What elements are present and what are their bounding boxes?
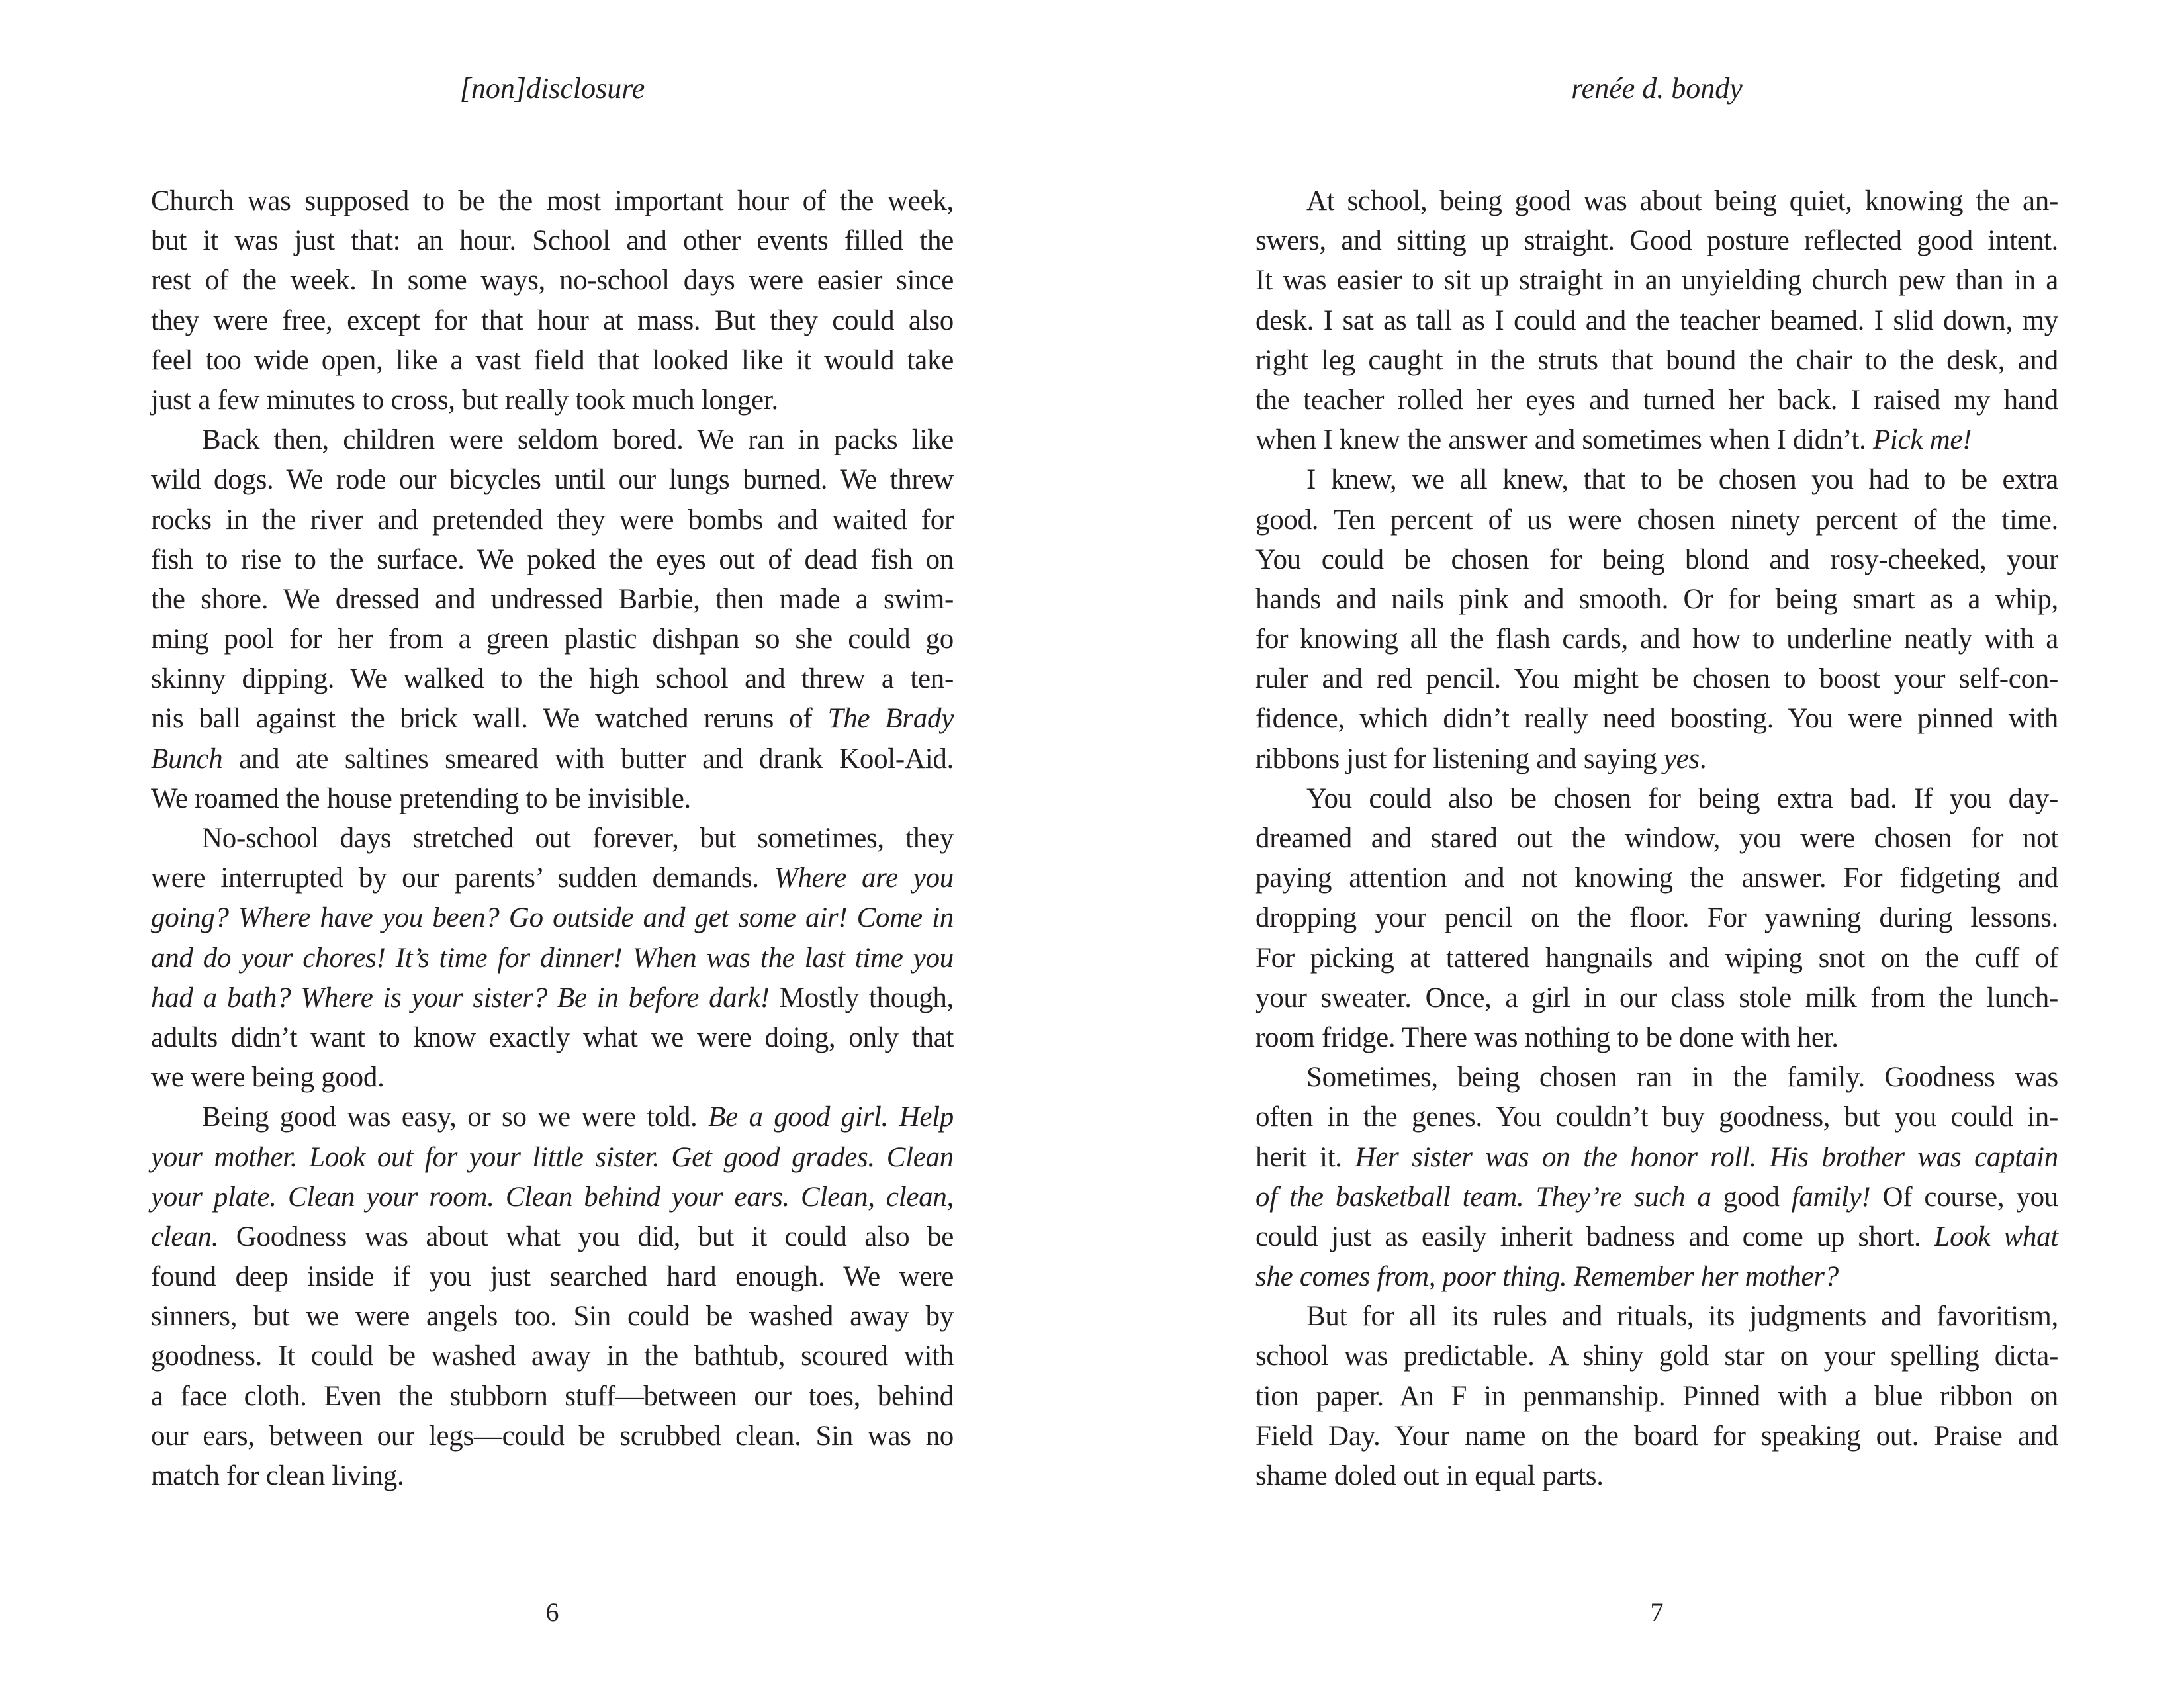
paragraph [1255, 779, 2058, 1058]
text-line [1255, 221, 2058, 261]
text-line [151, 1018, 954, 1058]
text-run: we were being good. [151, 1062, 385, 1094]
text-run: sinners, but we were angels too. Sin could be washed away by [151, 1301, 954, 1333]
text-run: desk. I sat as tall as I could and the teacher beamed. I slid down, my [1255, 305, 2058, 336]
text-run: . [1699, 743, 1707, 774]
text-run: Being good was easy, or so we were told. [202, 1102, 709, 1133]
text-run: fidence, which didn’t really need boosting. You were pinned with [1255, 703, 2058, 735]
text-line [151, 1098, 954, 1137]
text-line [1255, 1098, 2058, 1137]
text-line [151, 1297, 954, 1336]
text-run: rocks in the river and pretended they were bombs and waited for [151, 504, 954, 536]
text-line [151, 381, 954, 420]
text-run: At school, being good was about being quiet, knowing the an- [1306, 185, 2058, 216]
text-line [1255, 460, 2058, 500]
text-run: just a few minutes to cross, but really took much longer. [151, 384, 778, 416]
text-line [151, 939, 954, 978]
text-line [151, 1417, 954, 1456]
text-run: goodness. It could be washed away in the bathtub, scoured with [151, 1340, 954, 1372]
text-line [151, 1377, 954, 1417]
text-run: Field Day. Your name on the board for speaking out. Praise and [1255, 1420, 2058, 1452]
text-line [151, 181, 954, 221]
italic-text-run: Be a good girl. Help [708, 1102, 954, 1133]
text-line [151, 1058, 954, 1098]
text-line [1255, 580, 2058, 620]
italic-text-run: your mother. Look out for your little sister. Get good grades. Clean [151, 1141, 954, 1173]
text-line [1255, 1058, 2058, 1098]
text-line [151, 540, 954, 580]
text-line [1255, 620, 2058, 659]
text-line [151, 739, 954, 779]
text-line [1255, 898, 2058, 938]
text-line [1255, 1178, 2058, 1217]
text-line [1255, 1297, 2058, 1336]
text-line [151, 978, 954, 1018]
text-line [1255, 779, 2058, 819]
text-line [151, 699, 954, 739]
text-run: match for clean living. [151, 1460, 404, 1491]
text-line [1255, 739, 2058, 779]
page-number: 7 [1650, 1597, 1664, 1627]
text-run: For picking at tattered hangnails and wiping snot on the cuff of [1255, 942, 2058, 974]
paragraph [151, 181, 954, 420]
text-run: We roamed the house pretending to be invisible. [151, 782, 691, 814]
text-line [151, 500, 954, 540]
text-run: dreamed and stared out the window, you were chosen for not [1255, 823, 2058, 854]
paragraph [1255, 1297, 2058, 1496]
text-line [1255, 1257, 2058, 1297]
text-run: were interrupted by our parents’ sudden demands. [151, 863, 774, 894]
text-run: No-school days stretched out forever, but sometimes, they [202, 823, 954, 854]
paragraph [151, 420, 954, 819]
text-run: school was predictable. A shiny gold star on your spelling dicta- [1255, 1340, 2058, 1372]
text-run: wild dogs. We rode our bicycles until our lungs burned. We threw [151, 464, 954, 496]
text-run: the teacher rolled her eyes and turned her back. I raised my hand [1255, 384, 2058, 416]
text-line [151, 341, 954, 381]
text-run: good [1711, 1181, 1792, 1213]
text-line [1255, 1138, 2058, 1178]
text-run: the shore. We dressed and undressed Barbie, then made a swim- [151, 583, 954, 615]
text-run: but it was just that: an hour. School and other events filled the [151, 225, 954, 257]
text-line [151, 221, 954, 261]
text-run: herit it. [1255, 1141, 1355, 1173]
text-run: could just as easily inherit badness and come up short. [1255, 1221, 1934, 1252]
text-run: and ate saltines smeared with butter and drank Kool-Aid. [222, 743, 954, 774]
text-line [151, 580, 954, 620]
paragraph [1255, 460, 2058, 779]
text-run: room fridge. There was nothing to be done with her. [1255, 1021, 1839, 1053]
text-line [1255, 1018, 2058, 1058]
text-run: I knew, we all knew, that to be chosen you had to be extra [1306, 464, 2058, 496]
text-line [1255, 1217, 2058, 1257]
text-run: paying attention and not knowing the answer. For fidgeting and [1255, 863, 2058, 894]
paragraph [151, 1098, 954, 1496]
text-line [1255, 1456, 2058, 1496]
text-line [1255, 699, 2058, 739]
text-line [1255, 1336, 2058, 1376]
text-line [151, 301, 954, 341]
text-run: a face cloth. Even the stubborn stuff—between our toes, behind [151, 1380, 954, 1412]
text-line [151, 779, 954, 819]
italic-text-run: of the basketball team. They’re such a [1255, 1181, 1711, 1213]
text-run: Mostly though, [769, 982, 954, 1013]
text-run: Of course, you [1870, 1181, 2058, 1213]
text-run: rest of the week. In some ways, no-school days were easier since [151, 265, 954, 297]
paragraph [151, 819, 954, 1098]
text-run: Sometimes, being chosen ran in the family. Goodness was [1306, 1062, 2058, 1094]
text-line [151, 460, 954, 500]
text-line [151, 819, 954, 859]
text-line [1255, 939, 2058, 978]
text-run: tion paper. An F in penmanship. Pinned with a blue ribbon on [1255, 1380, 2058, 1412]
text-run: adults didn’t want to know exactly what we were doing, only that [151, 1021, 954, 1053]
text-line [1255, 859, 2058, 898]
text-run: Back then, children were seldom bored. We ran in packs like [202, 424, 954, 456]
text-line [1255, 181, 2058, 221]
text-run: your sweater. Once, a girl in our class stole milk from the lunch- [1255, 982, 2058, 1013]
text-run: Goodness was about what you did, but it could also be [218, 1221, 954, 1252]
text-run: for knowing all the flash cards, and how to underline neatly with a [1255, 624, 2058, 655]
text-line [1255, 819, 2058, 859]
italic-text-run: had a bath? Where is your sister? Be in before dark! [151, 982, 770, 1013]
italic-text-run: Look what [1934, 1221, 2058, 1252]
text-line [151, 1178, 954, 1217]
text-line [1255, 261, 2058, 301]
text-line [151, 859, 954, 898]
text-line [1255, 301, 2058, 341]
text-run: skinny dipping. We walked to the high school and threw a ten- [151, 663, 954, 695]
running-head-book-title: [non]disclosure [459, 72, 645, 105]
italic-text-run: Pick me! [1872, 424, 1972, 456]
paragraph [1255, 1058, 2058, 1297]
body-text [151, 181, 954, 1496]
text-run: dropping your pencil on the floor. For yawning during lessons. [1255, 902, 2058, 934]
page-number: 6 [545, 1597, 559, 1627]
text-run: You could be chosen for being blond and rosy-cheeked, your [1255, 543, 2058, 575]
italic-text-run: Bunch [151, 743, 223, 774]
text-line [1255, 1377, 2058, 1417]
text-line [1255, 500, 2058, 540]
text-line [151, 659, 954, 699]
text-run: swers, and sitting up straight. Good posture reflected good intent. [1255, 225, 2058, 257]
italic-text-run: Her sister was on the honor roll. His brother was captain [1355, 1141, 2058, 1173]
italic-text-run: family! [1791, 1181, 1871, 1213]
text-line [1255, 978, 2058, 1018]
right-page [1092, 0, 2184, 1688]
text-run: Church was supposed to be the most important hour of the week, [151, 185, 954, 216]
text-run: But for all its rules and rituals, its judgments and favoritism, [1306, 1301, 2058, 1333]
text-run: shame doled out in equal parts. [1255, 1460, 1604, 1491]
text-line [1255, 540, 2058, 580]
text-line [151, 1217, 954, 1257]
text-run: feel too wide open, like a vast field that looked like it would take [151, 344, 954, 376]
text-line [151, 420, 954, 460]
text-line [1255, 659, 2058, 699]
text-run: our ears, between our legs—could be scrubbed clean. Sin was no [151, 1420, 954, 1452]
italic-text-run: your plate. Clean your room. Clean behind your ears. Clean, clean, [151, 1181, 954, 1213]
text-run: right leg caught in the struts that bound the chair to the desk, and [1255, 344, 2058, 376]
text-line [151, 898, 954, 938]
text-run: It was easier to sit up straight in an unyielding church pew than in a [1255, 265, 2058, 297]
text-line [1255, 381, 2058, 420]
text-run: fish to rise to the surface. We poked the eyes out of dead fish on [151, 543, 954, 575]
paragraph [1255, 181, 2058, 460]
italic-text-run: The Brady [827, 703, 954, 735]
text-run: when I knew the answer and sometimes when I didn’t. [1255, 424, 1873, 456]
italic-text-run: and do your chores! It’s time for dinner! When was the last time you [151, 942, 954, 974]
text-run: they were free, except for that hour at mass. But they could also [151, 305, 954, 336]
running-head-author: renée d. bondy [1571, 72, 1743, 105]
body-text [1255, 181, 2058, 1496]
italic-text-run: clean. [151, 1221, 219, 1252]
italic-text-run: she comes from, poor thing. Remember her mother? [1255, 1261, 1839, 1293]
text-run: hands and nails pink and smooth. Or for being smart as a whip, [1255, 583, 2058, 615]
text-run: ruler and red pencil. You might be chosen to boost your self-con- [1255, 663, 2058, 695]
text-run: good. Ten percent of us were chosen ninety percent of the time. [1255, 504, 2058, 536]
text-line [1255, 1417, 2058, 1456]
italic-text-run: going? Where have you been? Go outside and get some air! Come in [151, 902, 954, 934]
text-line [1255, 341, 2058, 381]
text-run: ribbons just for listening and saying [1255, 743, 1664, 774]
text-line [151, 1138, 954, 1178]
italic-text-run: Where are you [774, 863, 954, 894]
text-run: ming pool for her from a green plastic dishpan so she could go [151, 624, 954, 655]
text-run: You could also be chosen for being extra bad. If you day- [1306, 782, 2058, 814]
italic-text-run: yes [1663, 743, 1700, 774]
text-line [151, 261, 954, 301]
text-line [151, 1336, 954, 1376]
text-run: often in the genes. You couldn’t buy goodness, but you could in- [1255, 1102, 2058, 1133]
text-line [151, 1257, 954, 1297]
text-run: found deep inside if you just searched hard enough. We were [151, 1261, 954, 1293]
text-line [1255, 420, 2058, 460]
text-run: nis ball against the brick wall. We watched reruns of [151, 703, 828, 735]
text-line [151, 620, 954, 659]
text-line [151, 1456, 954, 1496]
